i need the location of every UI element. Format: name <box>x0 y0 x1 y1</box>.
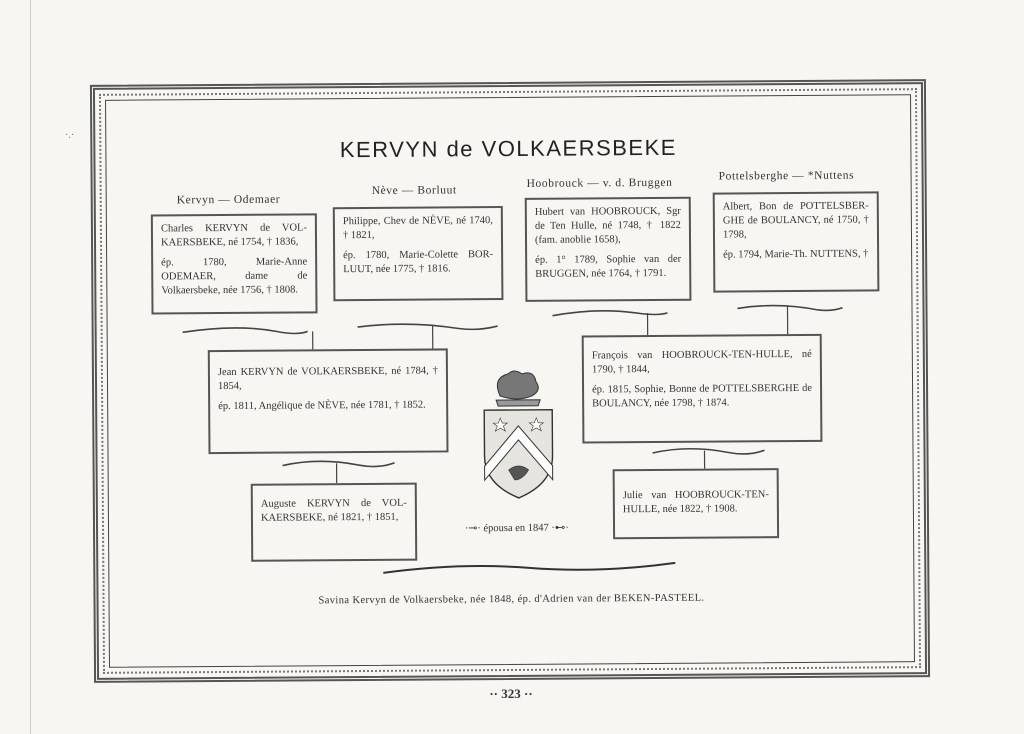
page-edge-line <box>30 0 31 734</box>
page-number <box>476 686 546 702</box>
connector-swash-lower-left <box>279 455 399 486</box>
descendant-swash <box>379 557 679 583</box>
family-heading-kervyn: Kervyn — Odemaer <box>176 193 281 207</box>
person-box-auguste-kervyn <box>251 483 418 562</box>
person-line: Jean KERVYN de VOLKAERSBEKE, né 1784, † 1854, <box>217 365 438 393</box>
person-line: François van HOOBROUCK-TEN-HULLE, né 1790, † 1844, <box>591 348 812 376</box>
ornament-left: ·· <box>489 686 502 701</box>
person-box-hubert-hoobrouck <box>525 197 692 302</box>
marriage-label: épousa en 1847 <box>483 522 549 535</box>
family-heading-hoobrouck: Hoobrouck — v. d. Bruggen <box>526 176 673 190</box>
coat-of-arms-icon <box>478 366 559 503</box>
person-box-albert-pottelsberghe <box>713 191 880 292</box>
marriage-line: ép. 1815, Sophie, Bonne de POTTELSBERGHE de BOULANCY, née 1798, † 1874. <box>592 382 813 410</box>
person-line: Philippe, Chev de NÈVE, né 1740, † 1821, <box>342 215 493 242</box>
person-line: Albert, Bon de POTTELSBER-GHE de BOULANCY, né 1750, † 1798, <box>722 200 869 241</box>
inner-frame <box>105 94 915 668</box>
connector-swash-right <box>547 300 847 338</box>
marriage-line: ép. 1780, Marie-Anne ODEMAER, dame de Volkaersbeke, née 1756, † 1808. <box>161 256 308 297</box>
page-title: KERVYN de VOLKAERSBEKE <box>339 134 677 163</box>
marriage-line: ép. 1780, Marie-Colette BOR-LUUT, née 1775, † 1816. <box>343 249 494 276</box>
ornament-right: ·⊷· <box>548 522 569 534</box>
person-box-jean-kervyn <box>208 348 449 454</box>
person-line: Julie van HOOBROUCK-TEN-HULLE, née 1822, † 1908. <box>622 489 769 516</box>
page-number-value: 323 <box>501 686 521 701</box>
family-heading-pottelsberghe: Pottelsberghe — *Nuttens <box>718 169 855 183</box>
marriage-line: ép. 1794, Marie-Th. NUTTENS, † <box>723 248 869 261</box>
person-box-charles-kervyn <box>151 213 318 314</box>
stray-mark: ·.· <box>65 130 75 141</box>
person-box-francois-hoobrouck <box>582 334 823 444</box>
marriage-connector <box>465 522 569 535</box>
family-heading-neve: Nève — Borluut <box>371 184 457 197</box>
person-line: Auguste KERVYN de VOL-KAERSBEKE, né 1821, † 1851, <box>260 497 407 524</box>
person-line: Charles KERVYN de VOL-KAERSBEKE, né 1754, † 1836, <box>160 222 307 249</box>
ornament-left: ·⊸· <box>464 523 484 535</box>
person-box-julie-hoobrouck <box>613 468 779 539</box>
ornamental-border <box>90 79 930 683</box>
descendant-line: Savina Kervyn de Volkaersbeke, née 1848, ép. d'Adrien van der BEKEN-PASTEEL. <box>318 592 705 607</box>
marriage-line: ép. 1811, Angélique de NÈVE, née 1781, † 1852. <box>218 399 426 413</box>
person-line: Hubert van HOOBROUCK, Sgr de Ten Hulle, né 1748, † 1822 (fam. anoblie 1658), <box>534 205 681 246</box>
person-box-philippe-neve <box>333 206 504 301</box>
ornament-right: ·· <box>520 686 533 701</box>
marriage-line: ép. 1° 1789, Sophie van der BRUGGEN, née 1764, † 1791. <box>535 253 682 280</box>
